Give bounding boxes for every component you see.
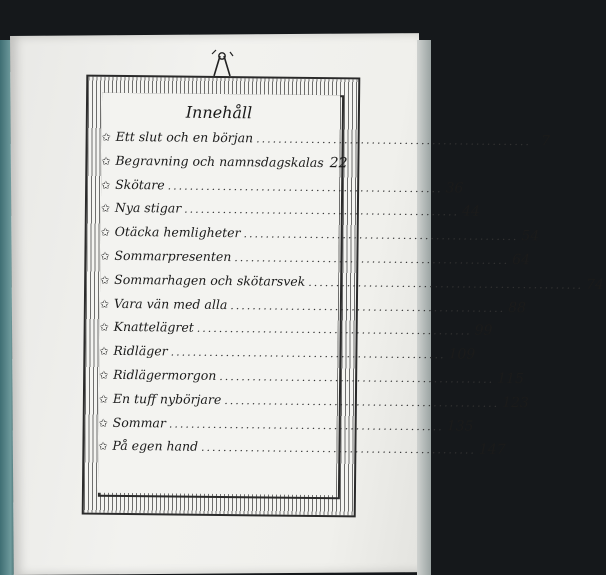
toc-entry-title: Vara vän med alla <box>113 295 228 312</box>
star-icon: ✩ <box>100 225 110 239</box>
toc-leader-dots: .................................................. <box>196 322 472 338</box>
star-icon: ✩ <box>99 321 109 335</box>
toc-leader-dots: .................................................. <box>168 417 444 433</box>
star-icon: ✩ <box>99 297 110 311</box>
toc-entry-page: 109 <box>448 346 476 363</box>
star-icon: ✩ <box>98 440 108 454</box>
toc-entry-page: 115 <box>497 370 524 388</box>
toc-entry <box>98 390 529 416</box>
toc-entry-title: Ridläger <box>113 343 168 359</box>
toc-leader-dots: .................................................. <box>170 345 446 362</box>
star-icon: ✩ <box>98 416 108 430</box>
toc-entry-title: En tuff nybörjare <box>112 390 222 407</box>
star-icon: ✩ <box>100 249 110 263</box>
toc-entry-title: På egen hand <box>112 438 199 455</box>
toc-entry-page: 99 <box>474 323 493 340</box>
toc-entry-page: 147 <box>478 442 506 459</box>
toc-list <box>98 128 605 465</box>
toc-entry-title: Sommarpresenten <box>114 247 232 265</box>
toc-leader-dots: .................................................. <box>234 251 510 267</box>
star-icon: ✩ <box>99 368 109 382</box>
toc-entry <box>101 176 464 202</box>
toc-leader-dots: .................................................. <box>184 202 460 219</box>
star-icon: ✩ <box>101 154 111 168</box>
toc-entry <box>100 271 605 297</box>
star-icon: ✩ <box>101 130 111 144</box>
toc-leader-dots: .................................................. <box>201 441 476 458</box>
toc-entry-title: Begravning och namnsdagskalas <box>115 152 324 170</box>
toc-entry <box>99 319 493 345</box>
toc-entry <box>99 366 524 393</box>
toc-entry-page: 74 <box>586 276 605 293</box>
toc-leader-dots: .................................................. <box>219 369 495 386</box>
toc-entry-page: 123 <box>502 394 529 411</box>
toc-entry-title: Sommarhagen och skötarsvek <box>114 271 306 289</box>
star-icon: ✩ <box>101 178 111 192</box>
star-icon: ✩ <box>99 344 109 358</box>
toc-entry <box>101 128 551 155</box>
toc-entry-title: Nya stigar <box>114 200 182 216</box>
toc-entry-page: 64 <box>512 252 531 269</box>
toc-entry <box>100 200 480 226</box>
toc-entry <box>99 295 527 321</box>
toc-entry-page: 36 <box>445 179 464 197</box>
toc-entry-page: 44 <box>461 203 480 221</box>
toc-entry-title: Ett slut och en början <box>115 128 254 146</box>
toc-entry <box>98 414 474 440</box>
star-icon: ✩ <box>98 392 109 406</box>
toc-leader-dots: .................................................. <box>256 132 532 149</box>
toc-heading: Innehåll <box>185 102 253 123</box>
toc-entry-page: 88 <box>508 299 527 316</box>
frame-hook-icon <box>210 50 234 78</box>
toc-entry-title: Knattelägret <box>113 319 194 336</box>
toc-entry-title: Sommar <box>112 414 166 430</box>
toc-leader-dots: .................................................. <box>308 275 584 292</box>
toc-entry <box>101 153 347 179</box>
toc-entry-page: 7 <box>540 133 551 150</box>
toc-entry-title: Ridlägermorgon <box>113 366 217 383</box>
toc-entry <box>99 343 476 369</box>
toc-entry-page: 54 <box>521 228 540 245</box>
toc-entry-title: Otäcka hemligheter <box>114 224 241 241</box>
toc-entry-title: Skötare <box>115 176 165 192</box>
toc-entry <box>98 438 506 464</box>
toc-entry-page: 22 <box>329 154 348 172</box>
star-icon: ✩ <box>100 202 111 216</box>
toc-leader-dots: .................................................. <box>167 179 443 195</box>
toc-entry <box>100 247 531 274</box>
star-icon: ✩ <box>100 273 110 287</box>
toc-leader-dots: .................................................. <box>230 298 506 315</box>
toc-entry-page: 135 <box>446 417 474 435</box>
toc-leader-dots: .................................................. <box>243 227 519 244</box>
toc-leader-dots: .................................................. <box>224 393 500 410</box>
toc-entry <box>100 224 540 250</box>
